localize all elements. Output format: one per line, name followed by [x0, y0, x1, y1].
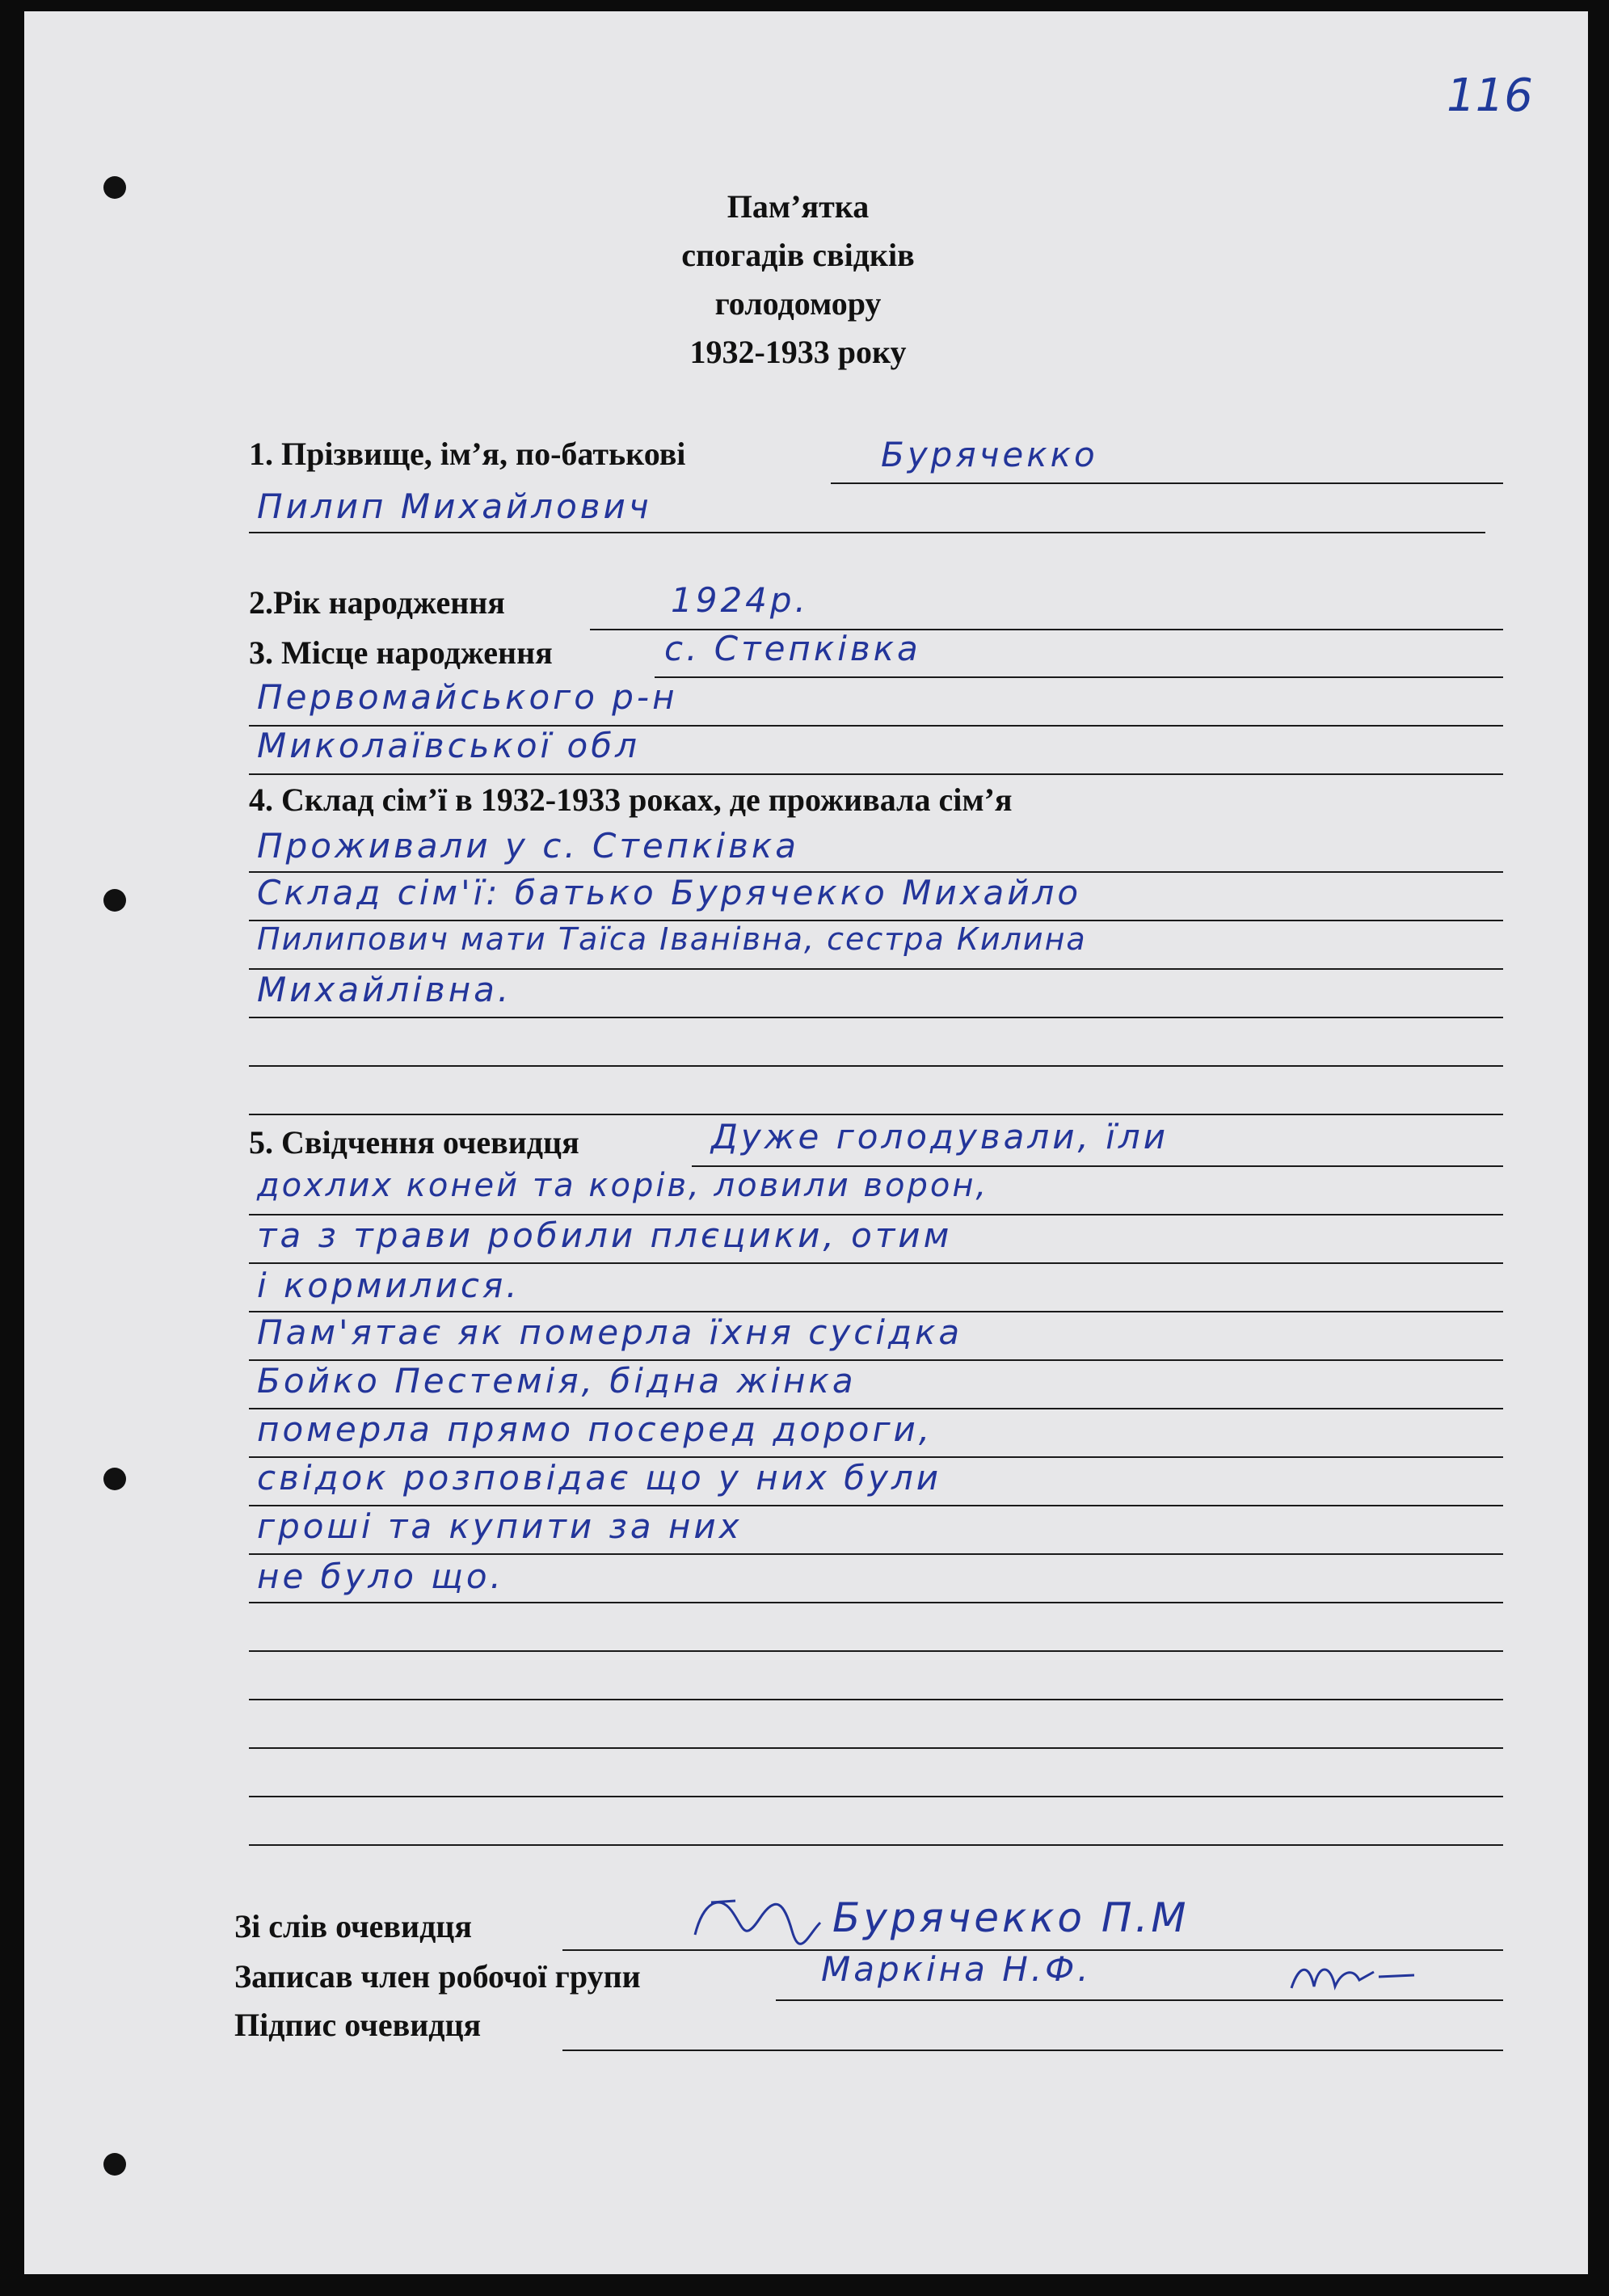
page-number: 116: [1447, 70, 1533, 122]
underline: [655, 676, 1503, 678]
underline: [249, 1747, 1503, 1749]
testimony-value: свідок розповідає що у них були: [257, 1458, 942, 1498]
punch-hole: [103, 1468, 126, 1490]
underline: [562, 2050, 1503, 2051]
family-value: Склад сім'ї: батько Бурячекко Михайло: [257, 873, 1082, 912]
title-line: спогадів свідків: [681, 237, 915, 273]
recorder-signature: [1285, 1948, 1422, 1999]
family-value: Михайлівна.: [257, 970, 512, 1009]
testimony-value: не було що.: [257, 1557, 504, 1596]
words-of-value: Бурячекко П.М: [832, 1894, 1190, 1941]
birthplace-value: Миколаївської обл: [257, 726, 640, 765]
underline: [249, 1796, 1503, 1797]
family-label: 4. Склад сім’ї в 1932-1933 роках, де проживала сім’я: [249, 781, 1013, 818]
given-name-value: Пилип Михайлович: [257, 487, 652, 526]
underline: [249, 532, 1485, 533]
underline: [249, 1553, 1503, 1555]
punch-hole: [103, 2153, 126, 2176]
testimony-value: гроші та купити за них: [257, 1506, 743, 1546]
underline: [249, 1650, 1503, 1652]
document-title: [24, 183, 1580, 377]
underline: [249, 1114, 1503, 1115]
testimony-label: 5. Свідчення очевидця: [249, 1124, 579, 1161]
family-value: Проживали у с. Степківка: [257, 826, 800, 866]
birthplace-value: с. Степківка: [664, 629, 921, 668]
underline: [249, 1699, 1503, 1700]
underline: [249, 1017, 1503, 1018]
birthplace-value: Первомайського р-н: [257, 677, 678, 717]
testimony-value: Дуже голодували, їли: [711, 1117, 1169, 1156]
signature-label: Підпис очевидця: [234, 2007, 482, 2043]
underline: [831, 482, 1503, 484]
birthplace-label: 3. Місце народження: [249, 634, 553, 671]
underline: [249, 1262, 1503, 1264]
testimony-value: померла прямо посеред дороги,: [257, 1409, 933, 1449]
name-label: 1. Прізвище, ім’я, по-батькові: [249, 436, 686, 472]
title-line: 1932-1933 року: [689, 334, 907, 370]
testimony-value: Бойко Пестемія, бідна жінка: [257, 1361, 857, 1401]
surname-value: Бурячекко: [881, 435, 1098, 474]
testimony-value: Пам'ятає як померла їхня сусідка: [257, 1312, 963, 1352]
title-line: голодомору: [714, 285, 882, 322]
testimony-value: дохлих коней та корів, ловили ворон,: [257, 1167, 989, 1204]
underline: [249, 1065, 1503, 1067]
recorded-by-label: Записав член робочої групи: [234, 1958, 641, 1995]
document-page: [24, 11, 1588, 2274]
eyewitness-signature: [687, 1886, 824, 1948]
birth-year-label: 2.Рік народження: [249, 584, 505, 621]
underline: [249, 773, 1503, 775]
birth-year-value: 1924р.: [671, 580, 809, 620]
recorded-by-value: Маркіна Н.Ф.: [821, 1949, 1092, 1989]
title-line: Пам’ятка: [727, 188, 870, 225]
words-of-label: Зі слів очевидця: [234, 1908, 472, 1944]
testimony-value: та з трави робили плєцики, отим: [257, 1215, 953, 1255]
family-value: Пилипович мати Таїса Іванівна, сестра Килина: [257, 921, 1087, 957]
testimony-value: і кормилися.: [257, 1266, 520, 1305]
underline: [249, 1844, 1503, 1846]
underline: [249, 1602, 1503, 1603]
underline: [776, 1999, 1503, 2001]
punch-hole: [103, 889, 126, 912]
